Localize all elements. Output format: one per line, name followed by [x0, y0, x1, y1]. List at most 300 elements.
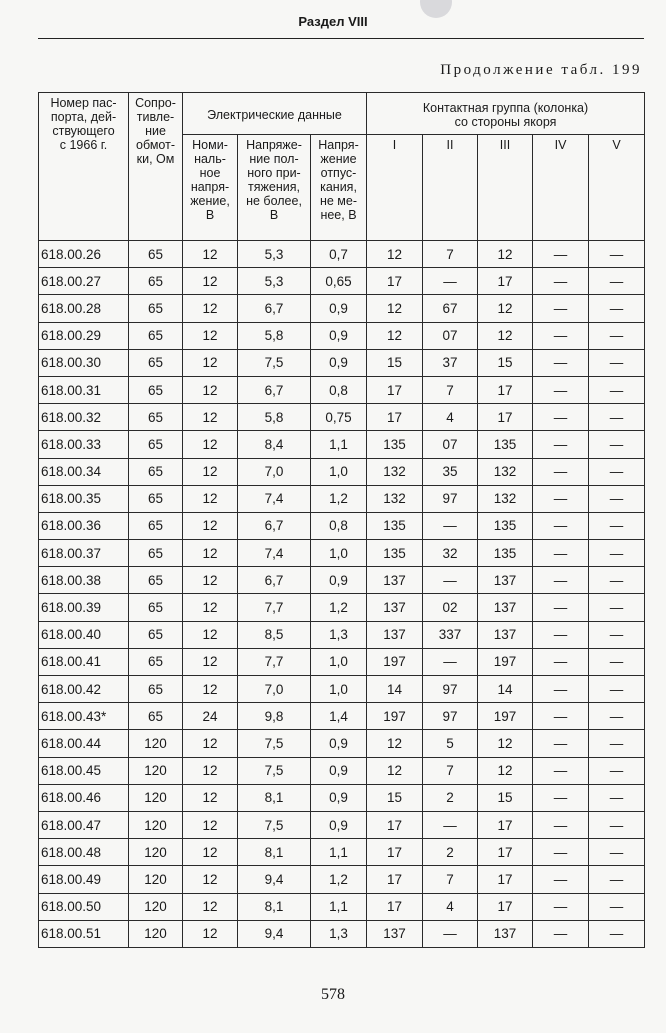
cell-contact-ii: 4 [423, 893, 478, 920]
cell-contact-iv: — [533, 621, 589, 648]
cell-contact-iv: — [533, 648, 589, 675]
cell-pull-in-voltage: 8,5 [238, 621, 311, 648]
cell-nominal-voltage: 12 [183, 676, 238, 703]
cell-pull-in-voltage: 7,7 [238, 594, 311, 621]
cell-contact-v: — [589, 349, 645, 376]
cell-release-voltage: 0,75 [311, 404, 367, 431]
cell-contact-i: 15 [367, 784, 423, 811]
cell-pull-in-voltage: 6,7 [238, 295, 311, 322]
relay-data-table [38, 92, 645, 948]
cell-contact-v: — [589, 811, 645, 838]
cell-contact-iv: — [533, 404, 589, 431]
cell-release-voltage: 0,9 [311, 784, 367, 811]
cell-contact-iv: — [533, 540, 589, 567]
cell-nominal-voltage: 12 [183, 866, 238, 893]
cell-contact-i: 135 [367, 540, 423, 567]
cell-passport-number: 618.00.50 [39, 893, 129, 920]
cell-passport-number: 618.00.34 [39, 458, 129, 485]
cell-contact-iii: 135 [478, 540, 533, 567]
cell-resistance: 120 [129, 757, 183, 784]
cell-pull-in-voltage: 7,7 [238, 648, 311, 675]
table-row [39, 676, 645, 703]
cell-pull-in-voltage: 6,7 [238, 376, 311, 403]
header-text: Сопро- тивле- ние обмот- ки, Ом [135, 96, 176, 166]
cell-contact-iii: 137 [478, 621, 533, 648]
cell-resistance: 65 [129, 322, 183, 349]
cell-pull-in-voltage: 5,8 [238, 404, 311, 431]
cell-release-voltage: 1,1 [311, 839, 367, 866]
cell-pull-in-voltage: 7,5 [238, 811, 311, 838]
cell-passport-number: 618.00.47 [39, 811, 129, 838]
cell-passport-number: 618.00.40 [39, 621, 129, 648]
cell-nominal-voltage: 12 [183, 757, 238, 784]
header-pull-in-voltage [238, 135, 311, 241]
cell-contact-iv: — [533, 322, 589, 349]
cell-nominal-voltage: 12 [183, 485, 238, 512]
cell-contact-v: — [589, 295, 645, 322]
cell-resistance: 65 [129, 295, 183, 322]
table-row [39, 594, 645, 621]
cell-contact-iv: — [533, 811, 589, 838]
table-continuation-label: Продолжение табл. 199 [440, 62, 642, 78]
cell-pull-in-voltage: 5,3 [238, 268, 311, 295]
table-row [39, 458, 645, 485]
table-row [39, 567, 645, 594]
cell-contact-iv: — [533, 839, 589, 866]
cell-contact-iii: 12 [478, 322, 533, 349]
cell-resistance: 65 [129, 621, 183, 648]
cell-release-voltage: 1,1 [311, 431, 367, 458]
table-row [39, 295, 645, 322]
cell-pull-in-voltage: 8,1 [238, 893, 311, 920]
cell-contact-i: 137 [367, 567, 423, 594]
cell-contact-i: 137 [367, 920, 423, 947]
header-electrical-data [183, 93, 367, 135]
cell-resistance: 120 [129, 920, 183, 947]
cell-contact-iv: — [533, 757, 589, 784]
cell-contact-iii: 17 [478, 893, 533, 920]
cell-passport-number: 618.00.51 [39, 920, 129, 947]
cell-release-voltage: 1,2 [311, 485, 367, 512]
header-text: Электрические данные [207, 108, 342, 122]
cell-nominal-voltage: 12 [183, 295, 238, 322]
cell-resistance: 65 [129, 512, 183, 539]
cell-contact-ii: 7 [423, 757, 478, 784]
cell-contact-v: — [589, 676, 645, 703]
cell-contact-ii: 7 [423, 241, 478, 268]
cell-contact-iii: 17 [478, 866, 533, 893]
cell-release-voltage: 1,2 [311, 594, 367, 621]
header-text: Номи- наль- ное напря- жение, В [190, 138, 230, 222]
cell-passport-number: 618.00.37 [39, 540, 129, 567]
cell-contact-iv: — [533, 268, 589, 295]
cell-passport-number: 618.00.42 [39, 676, 129, 703]
cell-resistance: 65 [129, 703, 183, 730]
cell-release-voltage: 0,7 [311, 241, 367, 268]
cell-contact-i: 14 [367, 676, 423, 703]
header-text: Напряже- ние пол- ного при- тяжения, не более, В [246, 138, 302, 222]
cell-passport-number: 618.00.39 [39, 594, 129, 621]
cell-resistance: 120 [129, 893, 183, 920]
cell-resistance: 65 [129, 268, 183, 295]
cell-nominal-voltage: 12 [183, 512, 238, 539]
cell-release-voltage: 1,2 [311, 866, 367, 893]
cell-contact-i: 12 [367, 730, 423, 757]
cell-release-voltage: 1,4 [311, 703, 367, 730]
cell-contact-i: 17 [367, 811, 423, 838]
cell-contact-iii: 12 [478, 241, 533, 268]
cell-contact-v: — [589, 594, 645, 621]
cell-nominal-voltage: 12 [183, 784, 238, 811]
cell-contact-iii: 17 [478, 839, 533, 866]
cell-pull-in-voltage: 9,4 [238, 866, 311, 893]
cell-contact-iv: — [533, 431, 589, 458]
cell-contact-iv: — [533, 920, 589, 947]
cell-release-voltage: 1,0 [311, 648, 367, 675]
table-row [39, 404, 645, 431]
cell-contact-i: 17 [367, 866, 423, 893]
cell-contact-v: — [589, 648, 645, 675]
header-column-v: V [589, 135, 645, 241]
cell-contact-v: — [589, 485, 645, 512]
cell-passport-number: 618.00.30 [39, 349, 129, 376]
cell-contact-iv: — [533, 241, 589, 268]
cell-nominal-voltage: 12 [183, 567, 238, 594]
cell-contact-iii: 12 [478, 295, 533, 322]
cell-resistance: 120 [129, 866, 183, 893]
cell-release-voltage: 1,3 [311, 920, 367, 947]
cell-release-voltage: 0,9 [311, 295, 367, 322]
cell-passport-number: 618.00.32 [39, 404, 129, 431]
cell-passport-number: 618.00.43* [39, 703, 129, 730]
cell-contact-iii: 135 [478, 431, 533, 458]
cell-resistance: 65 [129, 485, 183, 512]
cell-contact-iii: 17 [478, 268, 533, 295]
cell-contact-v: — [589, 241, 645, 268]
table-row [39, 376, 645, 403]
cell-release-voltage: 1,0 [311, 676, 367, 703]
cell-contact-ii: 7 [423, 866, 478, 893]
cell-contact-i: 17 [367, 404, 423, 431]
cell-contact-v: — [589, 431, 645, 458]
cell-resistance: 65 [129, 676, 183, 703]
header-contact-group [367, 93, 645, 135]
cell-contact-i: 17 [367, 268, 423, 295]
cell-contact-iv: — [533, 893, 589, 920]
cell-nominal-voltage: 12 [183, 648, 238, 675]
table-row [39, 757, 645, 784]
cell-contact-iii: 132 [478, 485, 533, 512]
cell-contact-ii: — [423, 648, 478, 675]
table-row [39, 349, 645, 376]
cell-contact-ii: — [423, 920, 478, 947]
cell-resistance: 65 [129, 376, 183, 403]
header-column-iii: III [478, 135, 533, 241]
cell-nominal-voltage: 12 [183, 730, 238, 757]
header-release-voltage [311, 135, 367, 241]
cell-resistance: 65 [129, 431, 183, 458]
cell-resistance: 65 [129, 241, 183, 268]
table-row [39, 839, 645, 866]
cell-release-voltage: 1,0 [311, 458, 367, 485]
cell-pull-in-voltage: 7,4 [238, 485, 311, 512]
table-row [39, 322, 645, 349]
cell-contact-iii: 12 [478, 757, 533, 784]
cell-contact-i: 15 [367, 349, 423, 376]
cell-contact-ii: 97 [423, 703, 478, 730]
page-number: 578 [321, 986, 345, 1003]
cell-contact-ii: 07 [423, 322, 478, 349]
cell-nominal-voltage: 24 [183, 703, 238, 730]
cell-contact-ii: 337 [423, 621, 478, 648]
cell-resistance: 65 [129, 404, 183, 431]
table-row [39, 920, 645, 947]
cell-passport-number: 618.00.49 [39, 866, 129, 893]
cell-passport-number: 618.00.48 [39, 839, 129, 866]
cell-nominal-voltage: 12 [183, 431, 238, 458]
cell-contact-iii: 137 [478, 920, 533, 947]
table-row [39, 485, 645, 512]
cell-contact-i: 17 [367, 839, 423, 866]
cell-contact-v: — [589, 784, 645, 811]
header-passport-number [39, 93, 129, 241]
cell-contact-ii: — [423, 268, 478, 295]
cell-contact-v: — [589, 703, 645, 730]
cell-contact-iii: 137 [478, 594, 533, 621]
cell-passport-number: 618.00.26 [39, 241, 129, 268]
cell-contact-i: 197 [367, 703, 423, 730]
cell-nominal-voltage: 12 [183, 349, 238, 376]
cell-contact-iii: 137 [478, 567, 533, 594]
header-column-ii: II [423, 135, 478, 241]
cell-contact-i: 12 [367, 241, 423, 268]
cell-contact-v: — [589, 376, 645, 403]
cell-contact-i: 132 [367, 458, 423, 485]
cell-contact-iv: — [533, 376, 589, 403]
cell-nominal-voltage: 12 [183, 241, 238, 268]
cell-passport-number: 618.00.41 [39, 648, 129, 675]
cell-nominal-voltage: 12 [183, 920, 238, 947]
cell-release-voltage: 0,9 [311, 567, 367, 594]
cell-pull-in-voltage: 7,4 [238, 540, 311, 567]
table-row [39, 431, 645, 458]
table-row [39, 703, 645, 730]
cell-contact-ii: 67 [423, 295, 478, 322]
cell-contact-iii: 135 [478, 512, 533, 539]
cell-contact-iii: 14 [478, 676, 533, 703]
cell-contact-iii: 15 [478, 784, 533, 811]
cell-pull-in-voltage: 8,1 [238, 784, 311, 811]
header-column-i: I [367, 135, 423, 241]
cell-pull-in-voltage: 7,5 [238, 349, 311, 376]
cell-contact-i: 12 [367, 322, 423, 349]
table-row [39, 730, 645, 757]
cell-pull-in-voltage: 7,0 [238, 676, 311, 703]
table-row [39, 784, 645, 811]
cell-contact-iv: — [533, 866, 589, 893]
cell-contact-i: 135 [367, 512, 423, 539]
cell-contact-v: — [589, 757, 645, 784]
cell-resistance: 120 [129, 784, 183, 811]
cell-resistance: 120 [129, 730, 183, 757]
table-row [39, 811, 645, 838]
cell-contact-ii: 2 [423, 839, 478, 866]
cell-contact-i: 137 [367, 594, 423, 621]
cell-release-voltage: 0,65 [311, 268, 367, 295]
cell-resistance: 65 [129, 458, 183, 485]
cell-passport-number: 618.00.31 [39, 376, 129, 403]
cell-resistance: 65 [129, 594, 183, 621]
cell-pull-in-voltage: 7,5 [238, 730, 311, 757]
cell-contact-ii: — [423, 567, 478, 594]
cell-contact-iii: 15 [478, 349, 533, 376]
cell-release-voltage: 0,9 [311, 730, 367, 757]
cell-contact-ii: — [423, 811, 478, 838]
cell-passport-number: 618.00.45 [39, 757, 129, 784]
table-body [39, 241, 645, 948]
cell-contact-ii: — [423, 512, 478, 539]
cell-release-voltage: 0,9 [311, 349, 367, 376]
cell-contact-i: 135 [367, 431, 423, 458]
cell-contact-v: — [589, 268, 645, 295]
table-row [39, 540, 645, 567]
cell-contact-ii: 5 [423, 730, 478, 757]
cell-contact-ii: 2 [423, 784, 478, 811]
cell-contact-v: — [589, 567, 645, 594]
header-text: Контактная группа (колонка) со стороны якоря [422, 101, 589, 129]
cell-release-voltage: 0,9 [311, 811, 367, 838]
cell-contact-i: 137 [367, 621, 423, 648]
cell-nominal-voltage: 12 [183, 458, 238, 485]
cell-contact-v: — [589, 920, 645, 947]
cell-contact-ii: 07 [423, 431, 478, 458]
cell-contact-ii: 7 [423, 376, 478, 403]
cell-contact-ii: 4 [423, 404, 478, 431]
cell-contact-v: — [589, 893, 645, 920]
cell-contact-iv: — [533, 703, 589, 730]
cell-contact-i: 12 [367, 295, 423, 322]
cell-pull-in-voltage: 9,8 [238, 703, 311, 730]
cell-passport-number: 618.00.35 [39, 485, 129, 512]
table-row [39, 241, 645, 268]
cell-contact-ii: 02 [423, 594, 478, 621]
cell-contact-iii: 197 [478, 703, 533, 730]
cell-passport-number: 618.00.36 [39, 512, 129, 539]
table-row [39, 268, 645, 295]
cell-passport-number: 618.00.33 [39, 431, 129, 458]
cell-contact-iv: — [533, 567, 589, 594]
cell-nominal-voltage: 12 [183, 594, 238, 621]
header-text: Напря- жение отпус- кания, не ме- нее, В [318, 138, 359, 222]
cell-pull-in-voltage: 6,7 [238, 567, 311, 594]
cell-contact-i: 132 [367, 485, 423, 512]
cell-nominal-voltage: 12 [183, 540, 238, 567]
cell-contact-iv: — [533, 295, 589, 322]
cell-release-voltage: 0,9 [311, 757, 367, 784]
cell-release-voltage: 1,1 [311, 893, 367, 920]
cell-contact-v: — [589, 458, 645, 485]
cell-contact-ii: 37 [423, 349, 478, 376]
cell-contact-v: — [589, 839, 645, 866]
table-row [39, 648, 645, 675]
header-nominal-voltage [183, 135, 238, 241]
cell-contact-v: — [589, 621, 645, 648]
header-rule [38, 38, 644, 39]
cell-release-voltage: 0,9 [311, 322, 367, 349]
cell-contact-i: 197 [367, 648, 423, 675]
header-text: Номер пас- порта, дей- ствующего с 1966 г. [50, 96, 117, 152]
cell-nominal-voltage: 12 [183, 322, 238, 349]
cell-contact-iii: 17 [478, 376, 533, 403]
cell-pull-in-voltage: 6,7 [238, 512, 311, 539]
cell-passport-number: 618.00.27 [39, 268, 129, 295]
cell-contact-iv: — [533, 594, 589, 621]
cell-contact-v: — [589, 322, 645, 349]
cell-nominal-voltage: 12 [183, 268, 238, 295]
header-column-iv: IV [533, 135, 589, 241]
cell-release-voltage: 1,0 [311, 540, 367, 567]
cell-contact-v: — [589, 540, 645, 567]
cell-contact-ii: 97 [423, 485, 478, 512]
section-title: Раздел VIII [298, 14, 368, 29]
cell-nominal-voltage: 12 [183, 811, 238, 838]
cell-contact-iv: — [533, 676, 589, 703]
cell-contact-i: 17 [367, 376, 423, 403]
cell-contact-iv: — [533, 485, 589, 512]
cell-release-voltage: 0,8 [311, 512, 367, 539]
cell-contact-ii: 97 [423, 676, 478, 703]
cell-release-voltage: 1,3 [311, 621, 367, 648]
cell-nominal-voltage: 12 [183, 839, 238, 866]
cell-contact-iv: — [533, 349, 589, 376]
cell-resistance: 65 [129, 567, 183, 594]
cell-contact-iii: 197 [478, 648, 533, 675]
cell-contact-v: — [589, 866, 645, 893]
cell-contact-iv: — [533, 730, 589, 757]
cell-nominal-voltage: 12 [183, 621, 238, 648]
table-row [39, 866, 645, 893]
cell-contact-iv: — [533, 784, 589, 811]
cell-contact-iv: — [533, 458, 589, 485]
cell-pull-in-voltage: 7,0 [238, 458, 311, 485]
cell-contact-i: 12 [367, 757, 423, 784]
cell-passport-number: 618.00.44 [39, 730, 129, 757]
cell-resistance: 120 [129, 811, 183, 838]
cell-contact-iii: 17 [478, 811, 533, 838]
cell-contact-v: — [589, 404, 645, 431]
cell-contact-v: — [589, 730, 645, 757]
cell-nominal-voltage: 12 [183, 376, 238, 403]
cell-pull-in-voltage: 9,4 [238, 920, 311, 947]
cell-nominal-voltage: 12 [183, 893, 238, 920]
cell-release-voltage: 0,8 [311, 376, 367, 403]
cell-passport-number: 618.00.38 [39, 567, 129, 594]
cell-pull-in-voltage: 7,5 [238, 757, 311, 784]
table-row [39, 893, 645, 920]
cell-passport-number: 618.00.29 [39, 322, 129, 349]
cell-resistance: 65 [129, 540, 183, 567]
cell-pull-in-voltage: 8,4 [238, 431, 311, 458]
cell-contact-iv: — [533, 512, 589, 539]
cell-contact-ii: 35 [423, 458, 478, 485]
header-winding-resistance [129, 93, 183, 241]
cell-resistance: 65 [129, 648, 183, 675]
cell-contact-i: 17 [367, 893, 423, 920]
table-row [39, 512, 645, 539]
cell-resistance: 120 [129, 839, 183, 866]
cell-contact-v: — [589, 512, 645, 539]
cell-pull-in-voltage: 5,3 [238, 241, 311, 268]
